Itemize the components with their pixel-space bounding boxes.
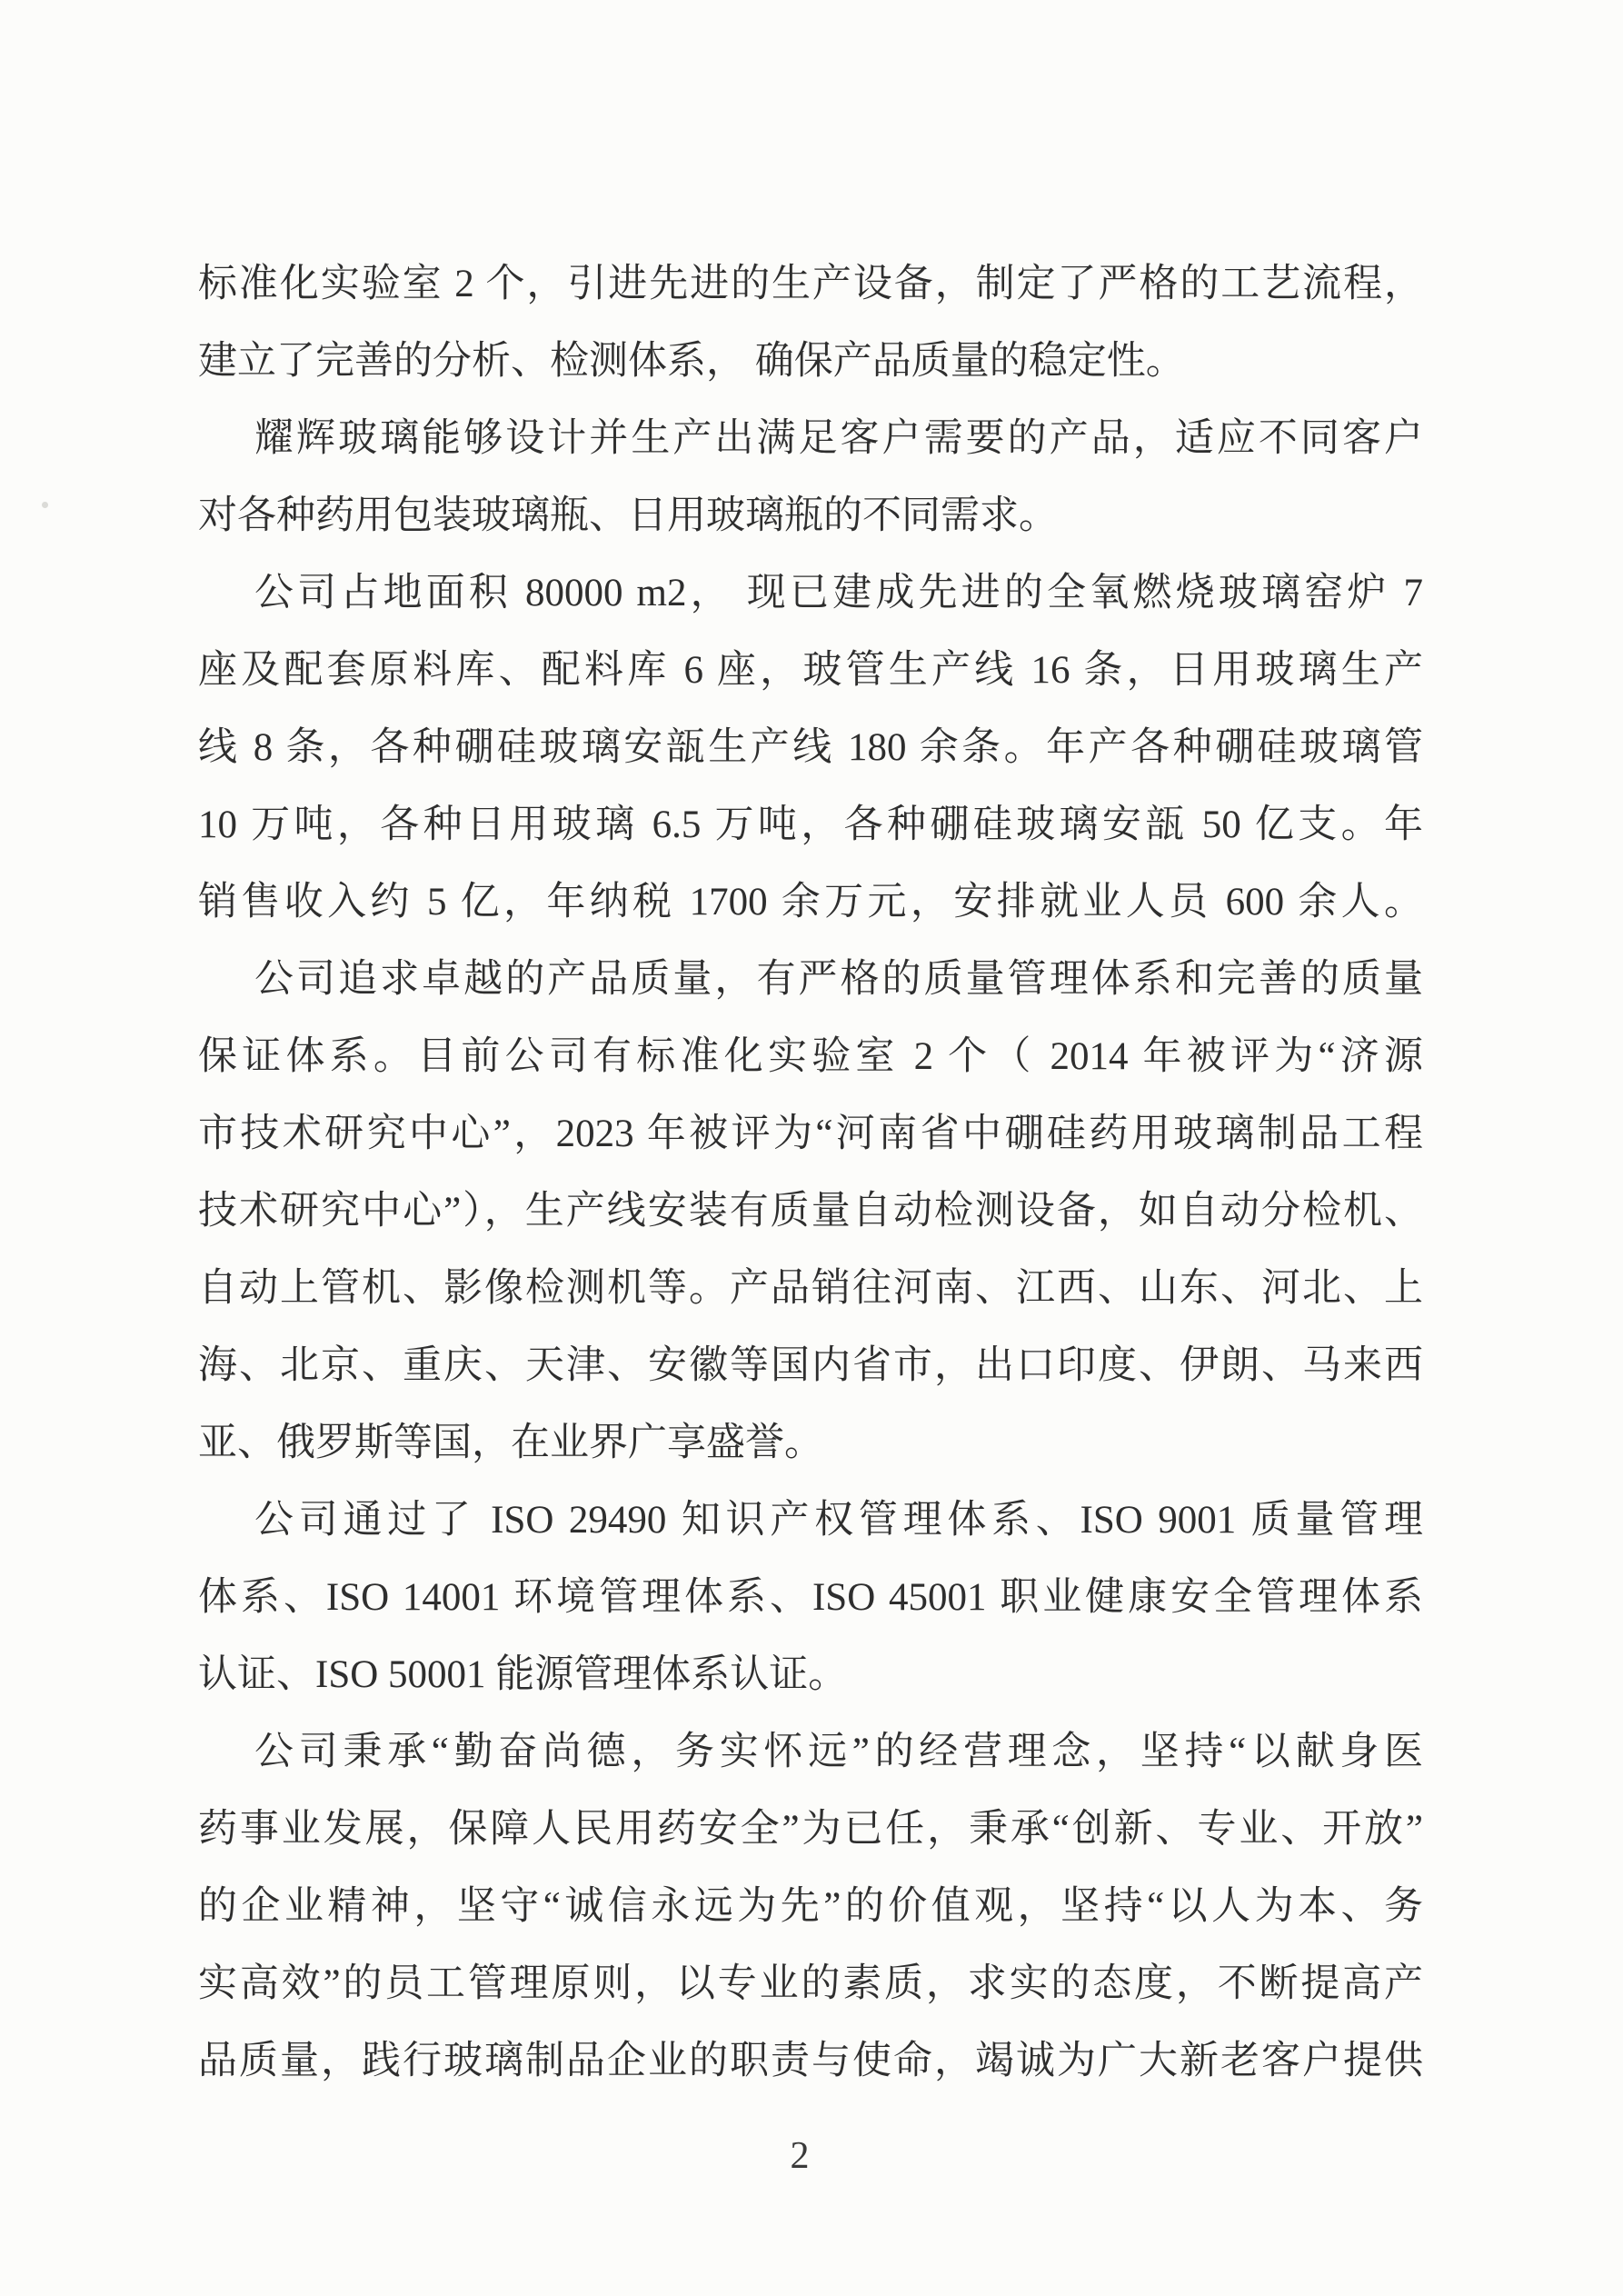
text-line: 耀辉玻璃能够设计并生产出满足客户需要的产品，适应不同客户: [254, 417, 1423, 460]
text-line: 的企业精神，坚守“诚信永远为先”的价值观，坚持“以人为本、务: [198, 1885, 1423, 1928]
text-line: 体系、ISO 14001 环境管理体系、ISO 45001 职业健康安全管理体系: [198, 1576, 1423, 1619]
text-line: 品质量，践行玻璃制品企业的职责与使命，竭诚为广大新老客户提供: [198, 2040, 1423, 2082]
text-line: 公司追求卓越的产品质量，有严格的质量管理体系和完善的质量: [254, 958, 1423, 1001]
text-line: 技术研究中心”），生产线安装有质量自动检测设备，如自动分检机、: [198, 1190, 1423, 1233]
text-line: 建立了完善的分析、检测体系， 确保产品质量的稳定性。: [198, 340, 1185, 383]
text-line: 对各种药用包装玻璃瓶、日用玻璃瓶的不同需求。: [198, 494, 1058, 537]
text-line: 公司占地面积 80000 m2， 现已建成先进的全氧燃烧玻璃窑炉 7: [254, 572, 1423, 614]
text-line: 公司通过了 ISO 29490 知识产权管理体系、ISO 9001 质量管理: [254, 1499, 1423, 1542]
text-line: 市技术研究中心”，2023 年被评为“河南省中硼硅药用玻璃制品工程: [198, 1113, 1423, 1155]
text-line: 标准化实验室 2 个，引进先进的生产设备，制定了严格的工艺流程，: [198, 263, 1423, 305]
page-number: 2: [790, 2135, 810, 2177]
text-line: 自动上管机、影像检测机等。产品销往河南、江西、山东、河北、上: [198, 1267, 1423, 1310]
text-line: 10 万吨，各种日用玻璃 6.5 万吨，各种硼硅玻璃安瓿 50 亿支。年: [198, 804, 1423, 846]
text-line: 公司秉承“勤奋尚德，务实怀远”的经营理念，坚持“以献身医: [254, 1731, 1423, 1773]
text-line: 销售收入约 5 亿，年纳税 1700 余万元，安排就业人员 600 余人。: [198, 881, 1423, 923]
text-line: 亚、俄罗斯等国，在业界广享盛誉。: [198, 1422, 823, 1464]
text-line: 线 8 条，各种硼硅玻璃安瓿生产线 180 余条。年产各种硼硅玻璃管: [198, 726, 1423, 769]
text-line: 海、北京、重庆、天津、安徽等国内省市，出口印度、伊朗、马来西: [198, 1344, 1423, 1387]
text-line: 药事业发展，保障人民用药安全”为已任，秉承“创新、专业、开放”: [198, 1808, 1423, 1851]
text-line: 座及配套原料库、配料库 6 座，玻管生产线 16 条，日用玻璃生产: [198, 649, 1423, 692]
scan-artifact-dot: [42, 502, 48, 508]
text-line: 认证、ISO 50001 能源管理体系认证。: [198, 1653, 848, 1696]
text-line: 实高效”的员工管理原则，以专业的素质，求实的态度，不断提高产: [198, 1962, 1423, 2005]
text-line: 保证体系。目前公司有标准化实验室 2 个（ 2014 年被评为“济源: [198, 1035, 1423, 1078]
text-block: [198, 245, 1423, 2100]
